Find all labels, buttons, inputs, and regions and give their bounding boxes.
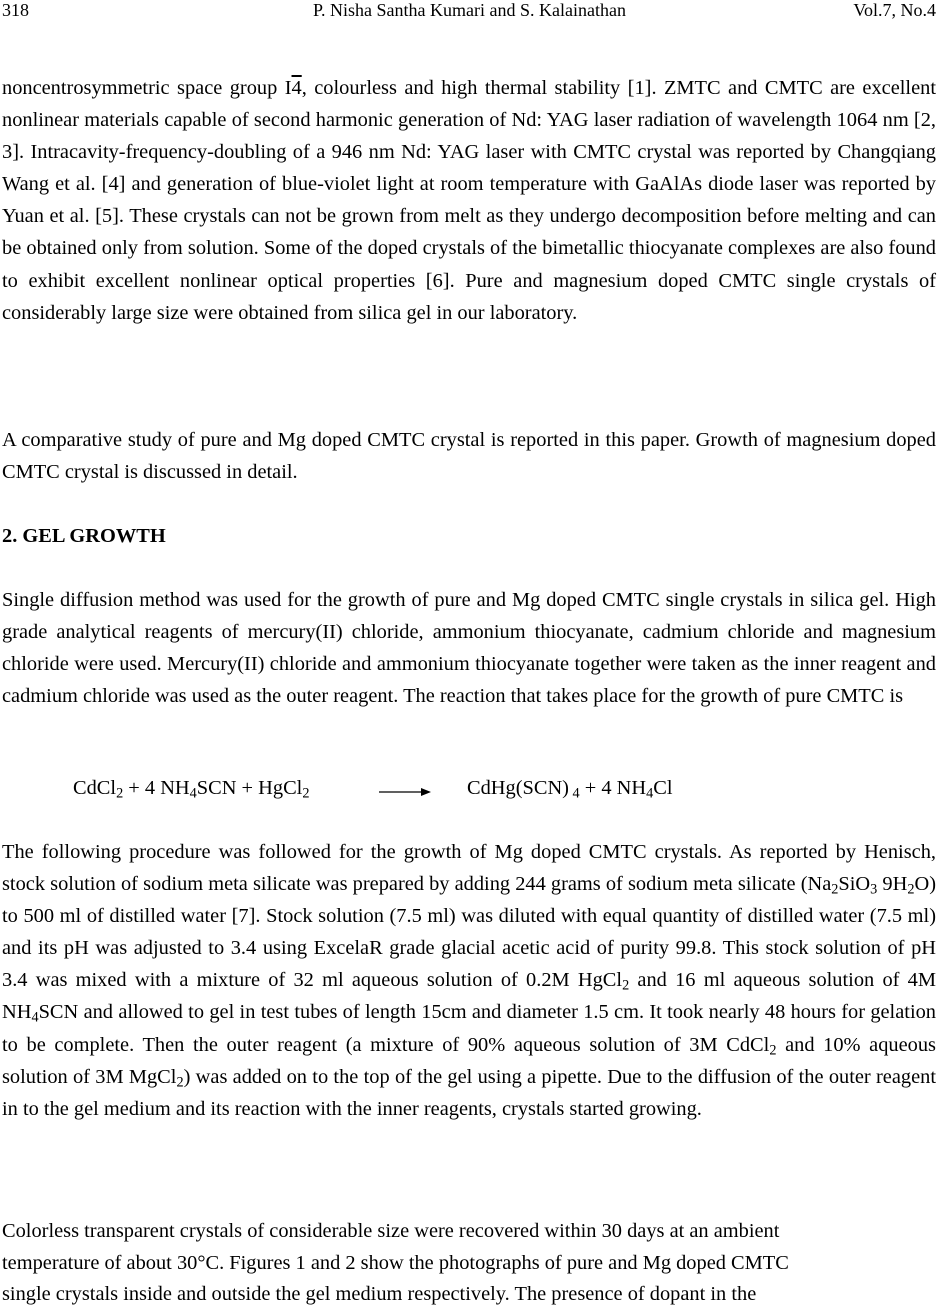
text-line: Colorless transparent crystals of considerable size were recovered within 30 days at an ambient [2,1220,780,1242]
reaction-equation [0,772,939,804]
space-group-bar-four: 4 [291,77,302,99]
paragraph-procedure: The following procedure was followed for the growth of Mg doped CMTC crystals. As reported by Henisch, stock solution of sodium meta silicate was prepared by adding 244 grams of sodium meta silicate ($Na_2SiO_3$ $9H_2O$) to 500 ml of distilled water [7]. Stock solution (7.5 ml) was diluted with equal quantity of distilled water (7.5 ml) and its pH was adjusted to 3.4 using ExcelaR grade glacial acetic acid of purity 99.8. This stock solution of pH 3.4 was mixed with a mixture of 32 ml aqueous solution of 0.2M HgCl$_2$ and 16 ml aqueous solution of 4M $NH_4SCN$ and allowed to gel in test tubes of length 15cm and diameter 1.5 cm. It took nearly 48 hours for gelation to be complete. Then the outer reagent (a mixture of 90% aqueous solution of 3M CdCl$_2$ and 10% aqueous solution of 3M MgCl$_2$) was added on to the top of the gel using a pipette. Due to the diffusion of the outer reagent in to the gel medium and its reaction with the inner reagents, crystals started growing. [2,841,936,1120]
paragraph-intro-continued [2,72,936,329]
reaction-arrow-icon [379,787,431,797]
space-group-symbol: I [284,77,292,99]
paragraph-results-start [2,1216,936,1311]
section-heading: 2. GEL GROWTH [2,525,166,547]
running-header [0,0,939,24]
journal-volume: Vol.7, No.4 [853,0,936,20]
page-number: 318 [2,0,29,20]
paragraph-single-diffusion: Single diffusion method was used for the growth of pure and Mg doped CMTC single crystals in silica gel. High grade analytical reagents of mercury(II) chloride, ammonium thiocyanate, cadmium chloride and magnesium chloride were used. Mercury(II) chloride and ammonium thiocyanate together were taken as the inner reagent and cadmium chloride was used as the outer reagent. The reaction that takes place for the growth of pure CMTC is [2,589,936,708]
text-run: noncentrosymmetric space group [2,77,285,99]
text-line: single crystals inside and outside the gel medium respectively. The presence of dopant in the [2,1283,757,1305]
text-line: temperature of about 30°C. Figures 1 and 2 show the photographs of pure and Mg doped CMTC [2,1251,789,1274]
paragraph-comparative-study: A comparative study of pure and Mg doped CMTC crystal is reported in this paper. Growth of magnesium doped CMTC crystal is discussed in detail. [2,429,936,484]
text-run: , colourless and high thermal stability [1]. ZMTC and CMTC are excellent nonlinear materials capable of second harmonic generation of Nd: YAG laser radiation of wavelength 1064 nm [2, 3]. Intracavity-frequency-doubling of a 946 nm Nd: YAG laser with CMTC crystal was reported by Changqiang Wang et al. [4] and generation of blue-violet light at room temperature with GaAlAs diode laser was reported by Yuan et al. [5]. These crystals can not be grown from melt as they undergo decomposition before melting and can be obtained only from solution. Some of the doped crystals of the bimetallic thiocyanate complexes are also found to exhibit excellent nonlinear optical properties [6]. Pure and magnesium doped CMTC single crystals of considerably large size were obtained from silica gel in our laboratory. [2,77,936,324]
equation-products: CdHg(SCN) $_4$ + 4 $NH_4Cl$ [467,777,673,802]
equation-reactants: CdCl$_2$ + 4 $NH_4SCN$ + HgCl$_2$ [73,777,310,802]
running-header-authors: P. Nisha Santha Kumari and S. Kalainathan [313,0,626,20]
